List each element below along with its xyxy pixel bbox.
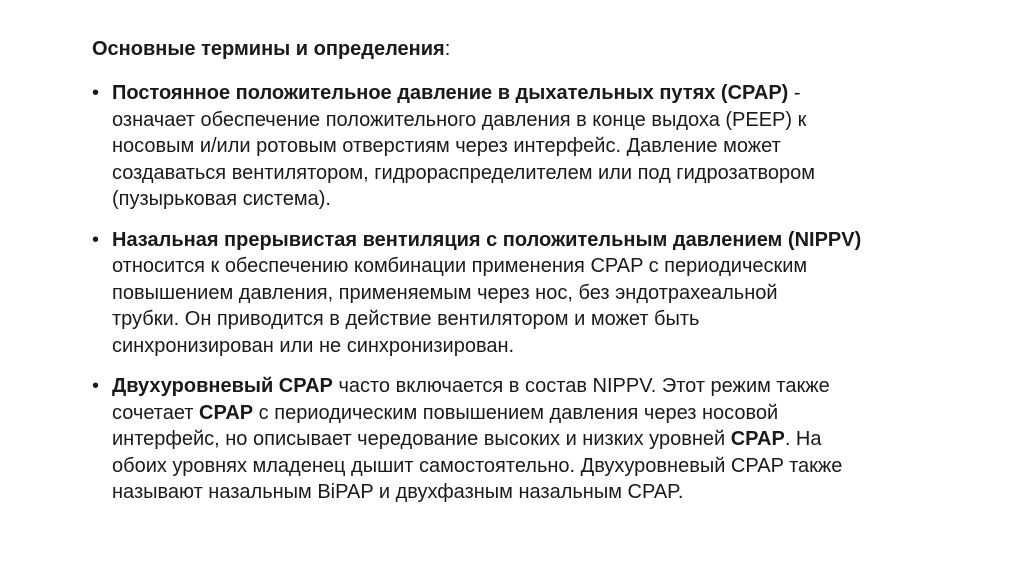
definition-item (92, 80, 982, 213)
slide-heading-colon: : (444, 38, 451, 60)
definition-line (112, 400, 982, 427)
definition-text: обоих уровнях младенец дышит самостоятельно. Двухуровневый CPAP также (112, 454, 843, 477)
definition-text: - (788, 82, 801, 104)
definition-line (112, 479, 982, 506)
definition-text: означает обеспечение положительного давления в конце выдоха (PEEP) к (112, 108, 807, 131)
definition-line (112, 227, 982, 254)
definition-text: синхронизирован или не синхронизирован. (112, 334, 515, 357)
definition-line (112, 107, 982, 134)
definition-line (112, 186, 982, 213)
definition-text: (пузырьковая система). (112, 188, 331, 210)
definition-line (112, 80, 982, 107)
definition-line (112, 426, 982, 453)
definition-text: повышением давления, применяемым через нос, без эндотрахеальной (112, 281, 778, 304)
definition-text: относится к обеспечению комбинации применения CPAP с периодическим (112, 255, 808, 277)
definition-line (112, 333, 982, 360)
definition-line (112, 306, 982, 333)
definition-text: трубки. Он приводится в действие вентилятором и может быть (112, 308, 700, 330)
bullet-marker: • (92, 82, 100, 104)
definition-term: Назальная прерывистая вентиляция с положительным давлением (NIPPV) (112, 228, 862, 251)
definition-text: . На (784, 428, 822, 450)
definition-line (112, 453, 982, 480)
definition-term: Двухуровневый CPAP (112, 375, 333, 397)
definition-line (112, 280, 982, 307)
definition-line (112, 253, 982, 280)
definition-text: называют назальным BiPAP и двухфазным назальным CPAP. (112, 481, 684, 503)
definition-item (92, 227, 982, 360)
definition-term: CPAP (199, 401, 254, 424)
slide-heading-text: Основные термины и определения (92, 38, 445, 60)
definitions-list (92, 80, 982, 520)
definition-text: часто включается в состав NIPPV. Этот режим также (332, 375, 830, 397)
definition-text: с периодическим повышением давления через носовой (253, 401, 779, 424)
bullet-marker: • (92, 375, 100, 397)
definition-line (112, 160, 982, 187)
definition-line (112, 133, 982, 160)
definition-text: сочетает (112, 401, 200, 424)
definition-text: интерфейс, но описывает чередование высоких и низких уровней (112, 428, 731, 450)
definition-term: Постоянное положительное давление в дыхательных путях (CPAP) (112, 82, 789, 104)
definition-text: создаваться вентилятором, гидрораспределителем или под гидрозатвором (112, 161, 815, 184)
definition-item (92, 373, 982, 506)
definition-line (112, 373, 982, 400)
definition-term: CPAP (730, 428, 785, 450)
slide-heading (92, 36, 450, 62)
definition-text: носовым и/или ротовым отверстиям через интерфейс. Давление может (112, 135, 781, 157)
bullet-marker: • (92, 228, 100, 251)
